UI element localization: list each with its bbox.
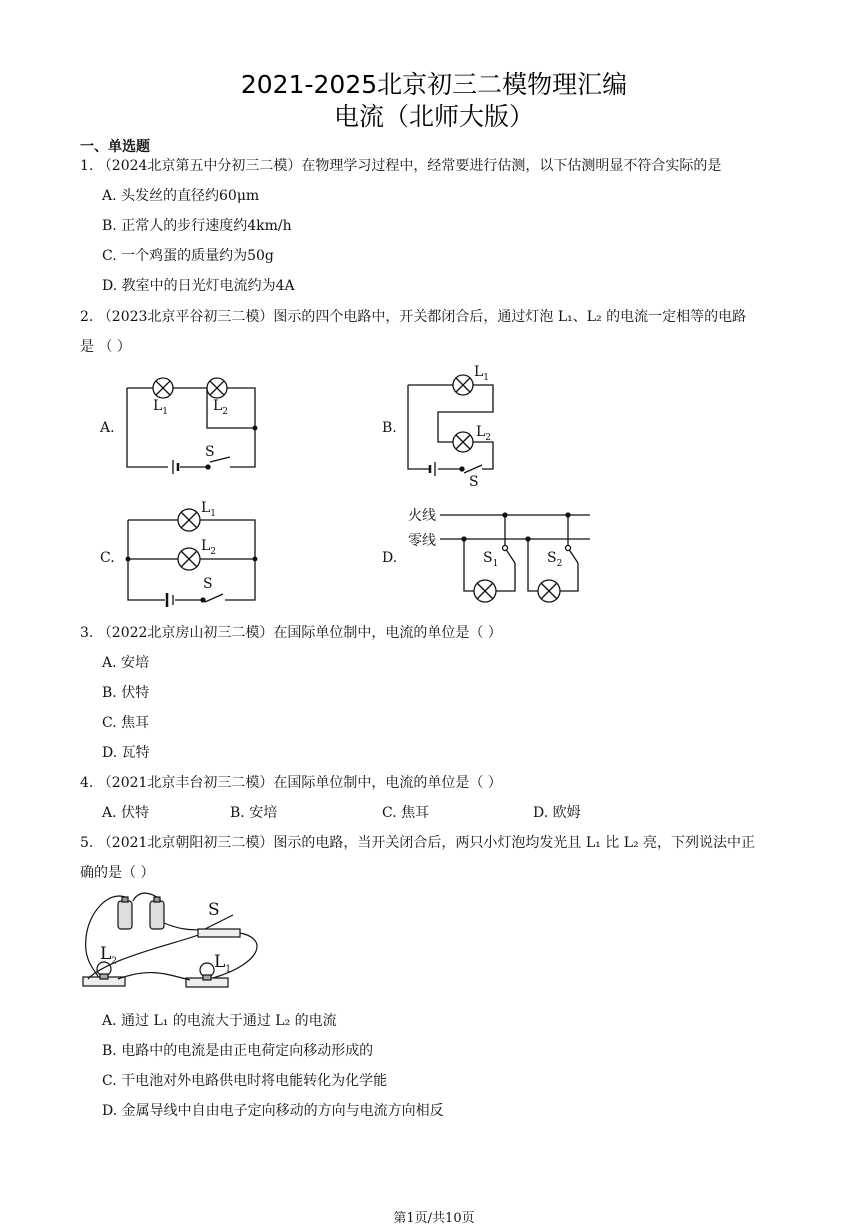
- circuit-a-s: S: [205, 444, 215, 460]
- fire-wire-label: 火线: [408, 508, 436, 524]
- q4-stem: 4. （2021北京丰台初三二模）在国际单位制中，电流的单位是（ ）: [80, 775, 502, 791]
- circuit-c: [120, 508, 270, 608]
- q1-option-a: A. 头发丝的直径约60μm: [102, 188, 260, 204]
- q5-option-c: C. 干电池对外电路供电时将电能转化为化学能: [102, 1073, 388, 1089]
- q5-figure-l2: $L_2$: [100, 944, 118, 967]
- circuit-b-label: B.: [382, 420, 397, 436]
- q5-option-a: A. 通过 L₁ 的电流大于通过 L₂ 的电流: [102, 1013, 337, 1029]
- q4-option-c: C. 焦耳: [382, 805, 430, 821]
- q3-option-c: C. 焦耳: [102, 715, 150, 731]
- q5-stem-line1: 5. （2021北京朝阳初三二模）图示的电路，当开关闭合后，两只小灯泡均发光且 L₁ 比 L₂ 亮，下列说法中正: [80, 835, 756, 851]
- neutral-wire-label: 零线: [408, 533, 436, 549]
- q1-option-d: D. 教室中的日光灯电流约为4A: [102, 278, 295, 294]
- circuit-a-l2: $L_2$: [213, 398, 229, 417]
- q1-option-b: B. 正常人的步行速度约4km/h: [102, 218, 292, 234]
- q2-stem-line1: 2. （2023北京平谷初三二模）图示的四个电路中，开关都闭合后，通过灯泡 L₁、L₂ 的电流一定相等的电路: [80, 309, 747, 325]
- q3-option-b: B. 伏特: [102, 685, 150, 701]
- q5-figure-l1: $L_1$: [214, 952, 232, 975]
- q3-stem: 3. （2022北京房山初三二模）在国际单位制中，电流的单位是（ ）: [80, 625, 502, 641]
- circuit-d: [440, 508, 595, 608]
- circuit-b: [400, 372, 510, 482]
- q5-option-d: D. 金属导线中自由电子定向移动的方向与电流方向相反: [102, 1103, 444, 1119]
- q4-option-d: D. 欧姆: [533, 805, 581, 821]
- circuit-b-l2: $L_2$: [476, 424, 492, 443]
- circuit-c-l1: $L_1$: [201, 500, 217, 519]
- circuit-a: [120, 370, 270, 475]
- page-footer: 第1页/共10页: [393, 1211, 475, 1226]
- q1-option-c: C. 一个鸡蛋的质量约为50g: [102, 248, 274, 264]
- section-heading: 一、单选题: [80, 139, 150, 155]
- circuit-a-l1: $L_1$: [153, 398, 169, 417]
- q5-stem-line2: 确的是（ ）: [80, 865, 155, 881]
- circuit-c-l2: $L_2$: [201, 538, 217, 557]
- circuit-d-s1: $S_1$: [483, 550, 499, 569]
- circuit-c-s: S: [203, 576, 213, 592]
- doc-title-line1: 2021-2025北京初三二模物理汇编: [240, 70, 628, 99]
- q3-option-d: D. 瓦特: [102, 745, 150, 761]
- q3-option-a: A. 安培: [102, 655, 150, 671]
- circuit-b-l1: $L_1$: [474, 364, 490, 383]
- q4-option-a: A. 伏特: [102, 805, 150, 821]
- circuit-a-label: A.: [100, 420, 115, 436]
- q5-figure-s: S: [208, 900, 220, 920]
- circuit-d-s2: $S_2$: [547, 550, 563, 569]
- q5-option-b: B. 电路中的电流是由正电荷定向移动形成的: [102, 1043, 374, 1059]
- q1-stem: 1. （2024北京第五中分初三二模）在物理学习过程中，经常要进行估测，以下估测明显不符合实际的是: [80, 158, 722, 174]
- circuit-b-s: S: [469, 474, 479, 490]
- circuit-c-label: C.: [100, 550, 115, 566]
- circuit-d-label: D.: [382, 550, 398, 566]
- q2-stem-line2: 是 （ ）: [80, 339, 131, 355]
- doc-title-line2: 电流（北师大版）: [333, 102, 534, 131]
- q4-option-b: B. 安培: [230, 805, 278, 821]
